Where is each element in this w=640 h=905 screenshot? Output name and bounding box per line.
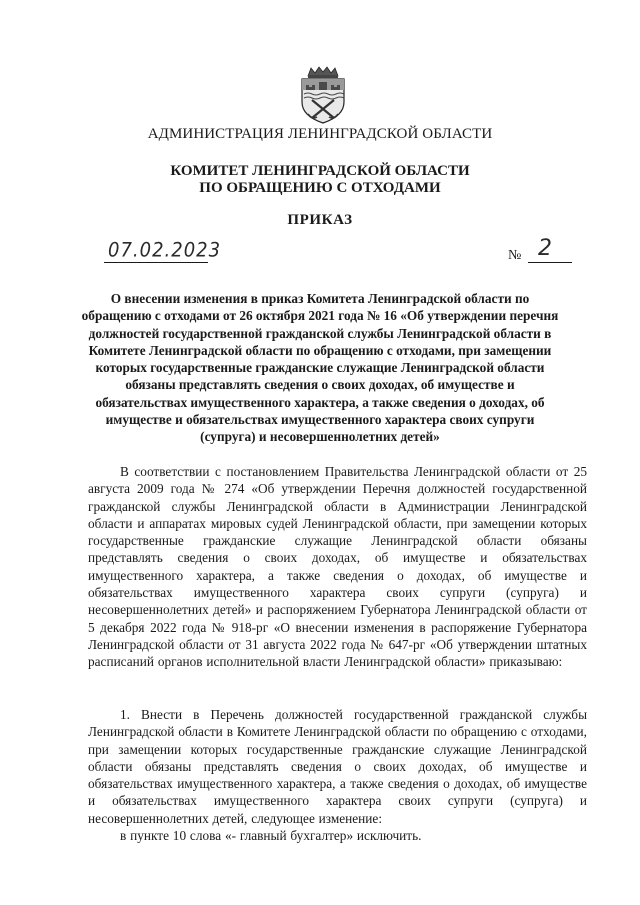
committee-title-line-2: ПО ОБРАЩЕНИЮ С ОТХОДАМИ bbox=[199, 180, 441, 196]
leningrad-oblast-coat-of-arms-icon bbox=[298, 66, 348, 124]
order-date: 07.02.2023 bbox=[108, 238, 222, 263]
committee-title bbox=[0, 163, 640, 197]
order-date-field bbox=[104, 238, 222, 263]
body-paragraph-item-1: 1. Внести в Перечень должностей государственной гражданской службы Ленинградской области в Комитете Ленинградской области по обращению с отходами, при замещении которых государственные гражданские служащие Ленинградской области обязаны представлять сведения о своих доходах, об имуществе и обязательствах имущественного характера, а также сведения о доходах, об имуществе и обязательствах имущественного характера своих супруги (супруга) и несовершеннолетних детей, следующее изменение: bbox=[88, 707, 587, 826]
order-subject: О внесении изменения в приказ Комитета Ленинградской области по обращению с отходами от 26 октября 2021 года № 16 «Об утверждении перечня должностей государственной гражданской службы Ленинградской области в Комитете Ленинградской области по обращению с отходами, при замещении которых государственные гражданские служащие Ленинградской области обязаны представлять сведения о своих доходах, об имуществе и обязательствах имущественного характера, а также сведения о доходах, об имуществе и обязательствах имущественного характера своих супруги (супруга) и несовершеннолетних детей» bbox=[81, 291, 559, 445]
order-number-field bbox=[528, 236, 572, 263]
body-paragraph-preamble: В соответствии с постановлением Правительства Ленинградской области от 25 августа 2009 года № 274 «Об утверждении Перечня должностей государственной гражданской службы Ленинградской области в Администрации Ленинградской области и аппаратах мировых судей Ленинградской области, при замещении которых государственные гражданские служащие Ленинградской области обязаны представлять сведения о своих доходах, об имуществе и обязательствах имущественного характера, а также сведения о доходах, об имуществе и обязательствах имущественного характера своих супруги (супруга) и несовершеннолетних детей» и распоряжением Губернатора Ленинградской области от 5 декабря 2022 года № 918-рг «О внесении изменения в распоряжение Губернатора Ленинградской области от 31 августа 2022 года № 647-рг «Об утверждении штатных расписаний органов исполнительной власти Ленинградской области» приказываю: bbox=[88, 464, 587, 670]
administration-title: АДМИНИСТРАЦИЯ ЛЕНИНГРАДСКОЙ ОБЛАСТИ bbox=[147, 126, 493, 142]
body-paragraph-change: в пункте 10 слова «- главный бухгалтер» исключить. bbox=[120, 828, 422, 843]
order-number: 2 bbox=[538, 236, 552, 261]
order-number-label: № bbox=[508, 248, 522, 263]
committee-title-line-1: КОМИТЕТ ЛЕНИНГРАДСКОЙ ОБЛАСТИ bbox=[170, 163, 470, 179]
order-title: ПРИКАЗ bbox=[287, 212, 353, 228]
